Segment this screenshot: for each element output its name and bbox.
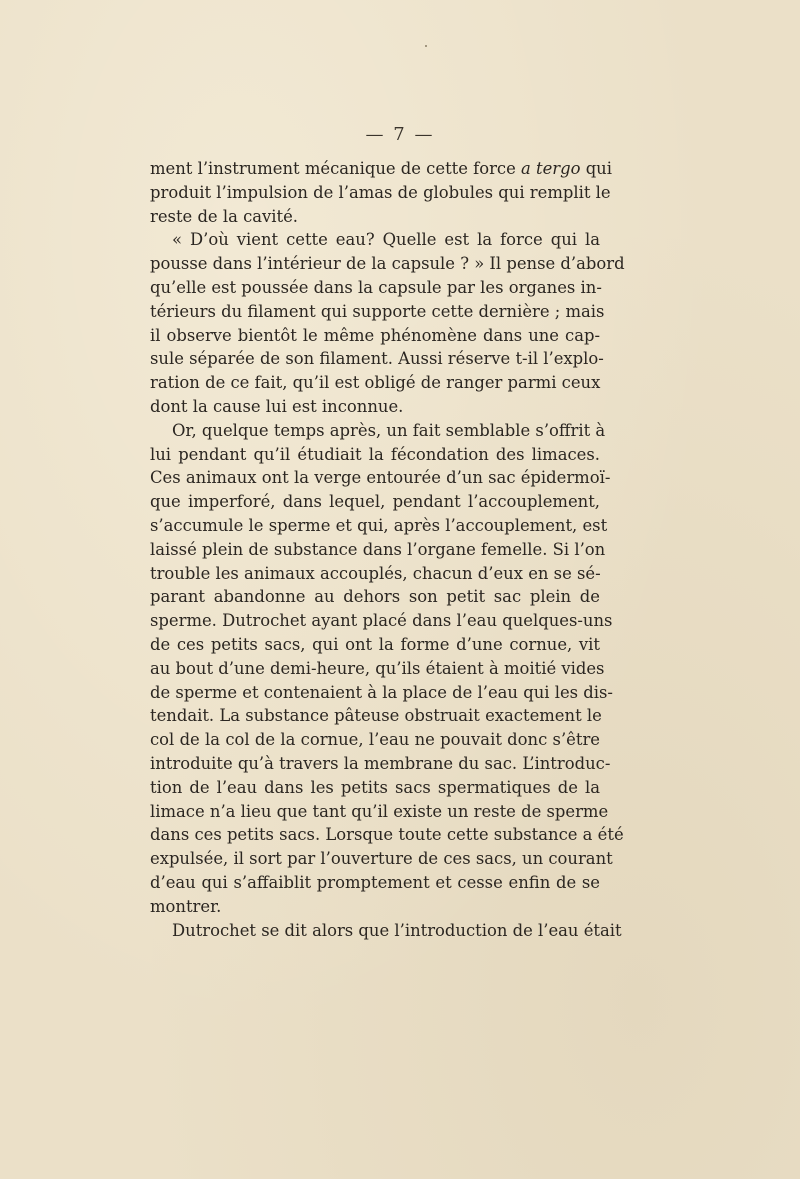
paper-speck xyxy=(425,45,427,47)
text-line: d’eau qui s’affaiblit promptement et cesse enfin de se xyxy=(150,872,600,892)
text-line: pousse dans l’intérieur de la capsule ? » Il pense d’abord xyxy=(150,254,625,274)
text-line: Dutrochet se dit alors que l’introduction de l’eau était xyxy=(172,920,622,940)
text-line: trouble les animaux accouplés, chacun d’eux en se sé- xyxy=(150,563,601,583)
text-line: tendait. La substance pâteuse obstruait exactement le xyxy=(150,706,602,726)
text-line: sperme. Dutrochet ayant placé dans l’eau quelques-uns xyxy=(150,611,613,631)
text-line: au bout d’une demi-heure, qu’ils étaient à moitié vides xyxy=(150,658,605,678)
text-line: que imperforé, dans lequel, pendant l’accouplement, xyxy=(150,492,600,512)
text-line: térieurs du filament qui supporte cette dernière ; mais xyxy=(150,301,605,321)
page-number: — 7 — xyxy=(365,124,435,145)
text-line: qu’elle est poussée dans la capsule par les organes in- xyxy=(150,277,602,297)
text-line: de ces petits sacs, qui ont la forme d’une cornue, vit xyxy=(150,634,600,654)
text-line: « D’où vient cette eau? Quelle est la force qui la xyxy=(172,230,600,250)
text-line: dont la cause lui est inconnue. xyxy=(150,396,404,416)
text-line: Ces animaux ont la verge entourée d’un sac épidermoï- xyxy=(150,468,611,488)
text-line: sule séparée de son filament. Aussi réserve t-il l’explo- xyxy=(150,349,604,369)
body-text xyxy=(150,157,625,942)
text-line: tion de l’eau dans les petits sacs spermatiques de la xyxy=(150,777,600,797)
text-line: lui pendant qu’il étudiait la fécondation des limaces. xyxy=(150,444,600,464)
text-line: de sperme et contenaient à la place de l’eau qui les dis- xyxy=(150,682,613,702)
text-line: reste de la cavité. xyxy=(150,206,299,226)
text-line: produit l’impulsion de l’amas de globules qui remplit le xyxy=(150,182,611,202)
text-line: col de la col de la cornue, l’eau ne pouvait donc s’être xyxy=(150,730,600,750)
text-line: dans ces petits sacs. Lorsque toute cette substance a été xyxy=(150,825,624,845)
text-line: expulsée, il sort par l’ouverture de ces sacs, un courant xyxy=(150,849,613,869)
text-line: il observe bientôt le même phénomène dans une cap- xyxy=(150,325,600,345)
text-line: s’accumule le sperme et qui, après l’accouplement, est xyxy=(150,515,608,535)
text-line: Or, quelque temps après, un fait semblable s’offrit à xyxy=(172,420,606,440)
text-line: montrer. xyxy=(150,896,222,916)
text-line: introduite qu’à travers la membrane du sac. L’introduc- xyxy=(150,753,611,773)
text-line: laissé plein de substance dans l’organe femelle. Si l’on xyxy=(150,539,606,559)
latin-phrase: a tergo xyxy=(521,159,581,178)
text-line: ment l’instrument mécanique de cette force a tergo qui xyxy=(150,159,612,178)
text-line: limace n’a lieu que tant qu’il existe un reste de sperme xyxy=(150,801,609,821)
text-line: ration de ce fait, qu’il est obligé de ranger parmi ceux xyxy=(150,373,601,393)
text-line: parant abandonne au dehors son petit sac plein de xyxy=(150,587,600,607)
